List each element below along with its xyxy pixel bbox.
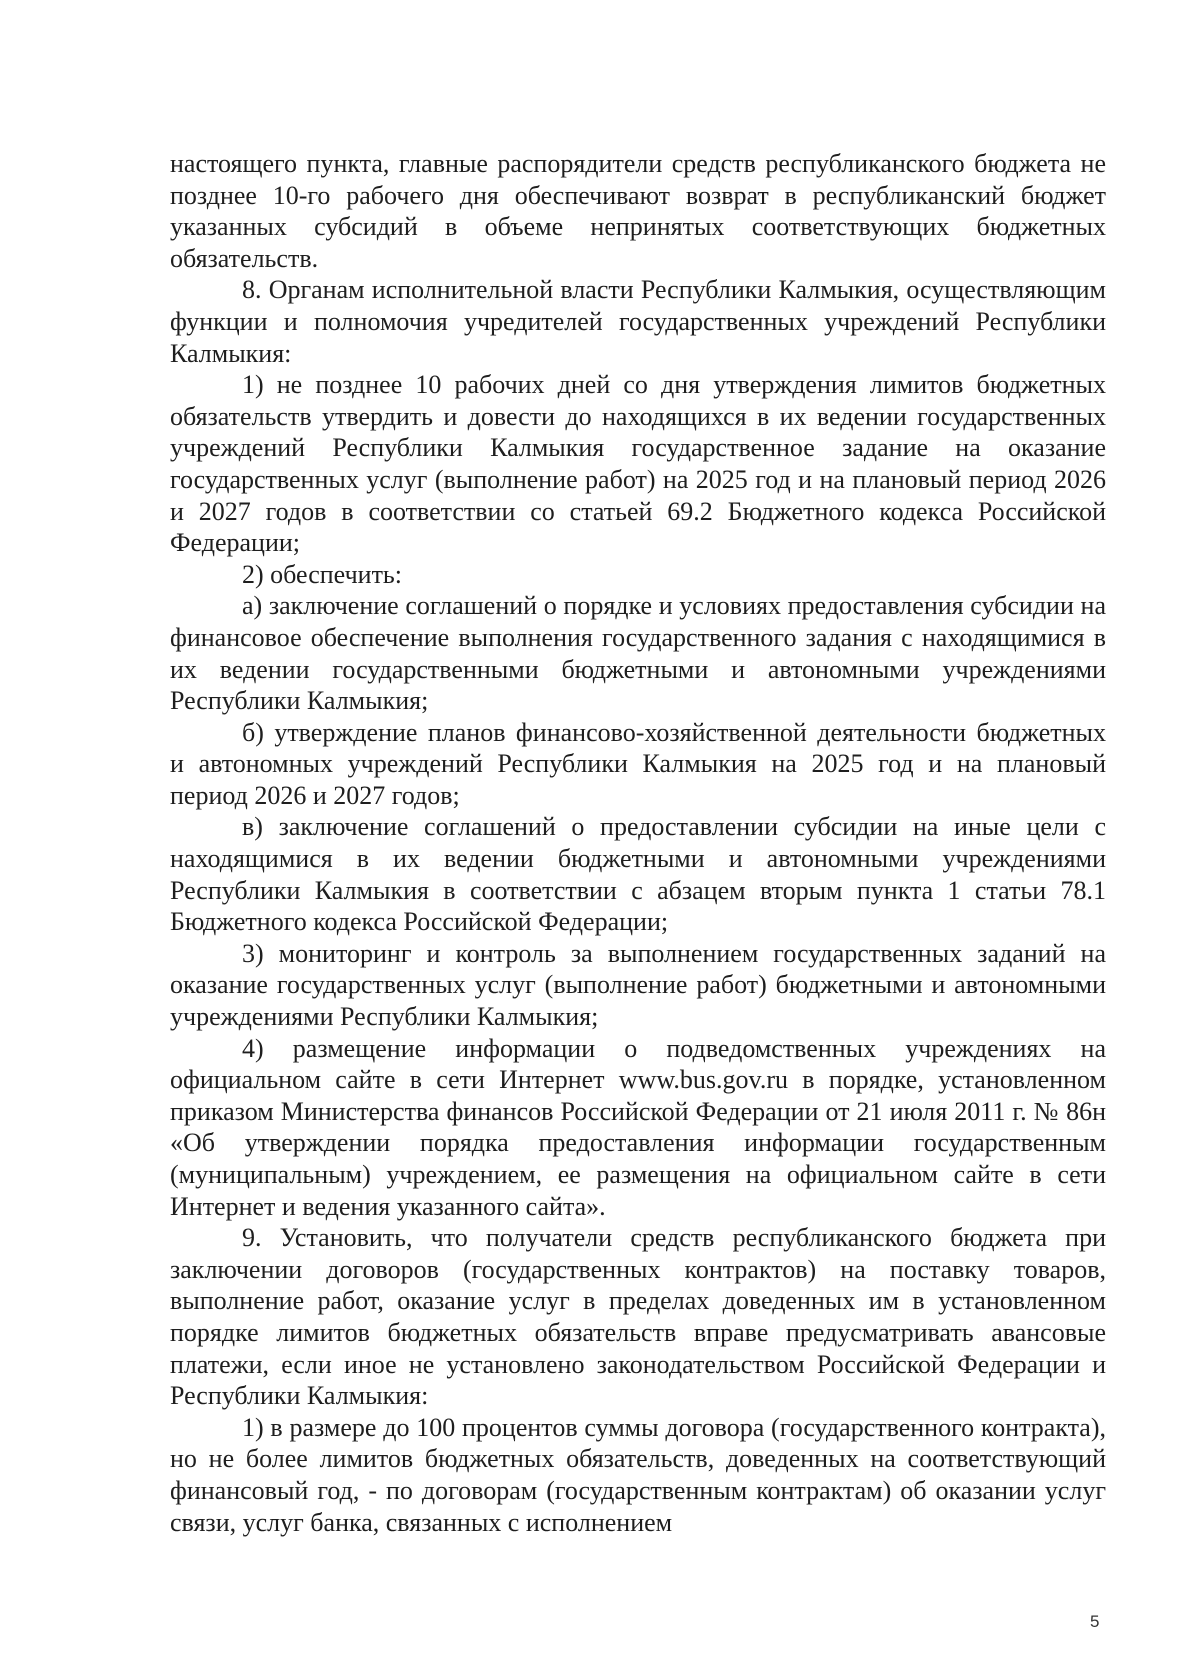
document-body <box>170 148 1106 1538</box>
page-number: 5 <box>1090 1612 1100 1631</box>
paragraph-item-8-1: 1) не позднее 10 рабочих дней со дня утверждения лимитов бюджетных обязательств утвердить и довести до находящихся в их ведении государственных учреждений Республики Калмыкия государственное задание на оказание государственных услуг (выполнение работ) на 2025 год и на плановый период 2026 и 2027 годов в соответствии со статьей 69.2 Бюджетного кодекса Российской Федерации; <box>170 370 1106 558</box>
paragraph-item-8-3: 3) мониторинг и контроль за выполнением государственных заданий на оказание государственных услуг (выполнение работ) бюджетными и автономными учреждениями Республики Калмыкия; <box>170 938 1106 1032</box>
paragraph-item-8-2-v: в) заключение соглашений о предоставлении субсидии на иные цели с находящимися в их ведении бюджетными и автономными учреждениями Республики Калмыкия в соответствии с абзацем вторым пункта 1 статьи 78.1 Бюджетного кодекса Российской Федерации; <box>170 812 1106 937</box>
paragraph-item-9-1: 1) в размере до 100 процентов суммы договора (государственного контракта), но не более лимитов бюджетных обязательств, доведенных на соответствующий финансовый год, - по договорам (государственным контрактам) об оказании услуг связи, услуг банка, связанных с исполнением <box>170 1412 1106 1537</box>
paragraph-continuation: настоящего пункта, главные распорядители средств республиканского бюджета не позднее 10-го рабочего дня обеспечивают возврат в республиканский бюджет указанных субсидий в объеме непринятых соответствующих бюджетных обязательств. <box>170 149 1106 273</box>
paragraph-item-8: 8. Органам исполнительной власти Республики Калмыкия, осуществляющим функции и полномочия учредителей государственных учреждений Республики Калмыкия: <box>170 275 1106 368</box>
paragraph-item-8-2-a: а) заключение соглашений о порядке и условиях предоставления субсидии на финансовое обеспечение выполнения государственного задания с находящимися в их ведении государственными бюджетными и автономными учреждениями Республики Калмыкия; <box>170 591 1106 716</box>
paragraph-item-8-2-b: б) утверждение планов финансово-хозяйственной деятельности бюджетных и автономных учреждений Республики Калмыкия на 2025 год и на плановый период 2026 и 2027 годов; <box>170 717 1106 810</box>
paragraph-item-8-4: 4) размещение информации о подведомственных учреждениях на официальном сайте в сети Интернет www.bus.gov.ru в порядке, установленном приказом Министерства финансов Российской Федерации от 21 июля 2011 г. № 86н «Об утверждении порядка предоставления информации государственным (муниципальным) учреждением, ее размещения на официальном сайте в сети Интернет и ведения указанного сайта». <box>170 1033 1106 1221</box>
paragraph-item-8-2: 2) обеспечить: <box>242 559 403 589</box>
paragraph-item-9: 9. Установить, что получатели средств республиканского бюджета при заключении договоров (государственных контрактов) на поставку товаров, выполнение работ, оказание услуг в пределах доведенных им в установленном порядке лимитов бюджетных обязательств вправе предусматривать авансовые платежи, если иное не установлено законодательством Российской Федерации и Республики Калмыкия: <box>170 1223 1106 1411</box>
